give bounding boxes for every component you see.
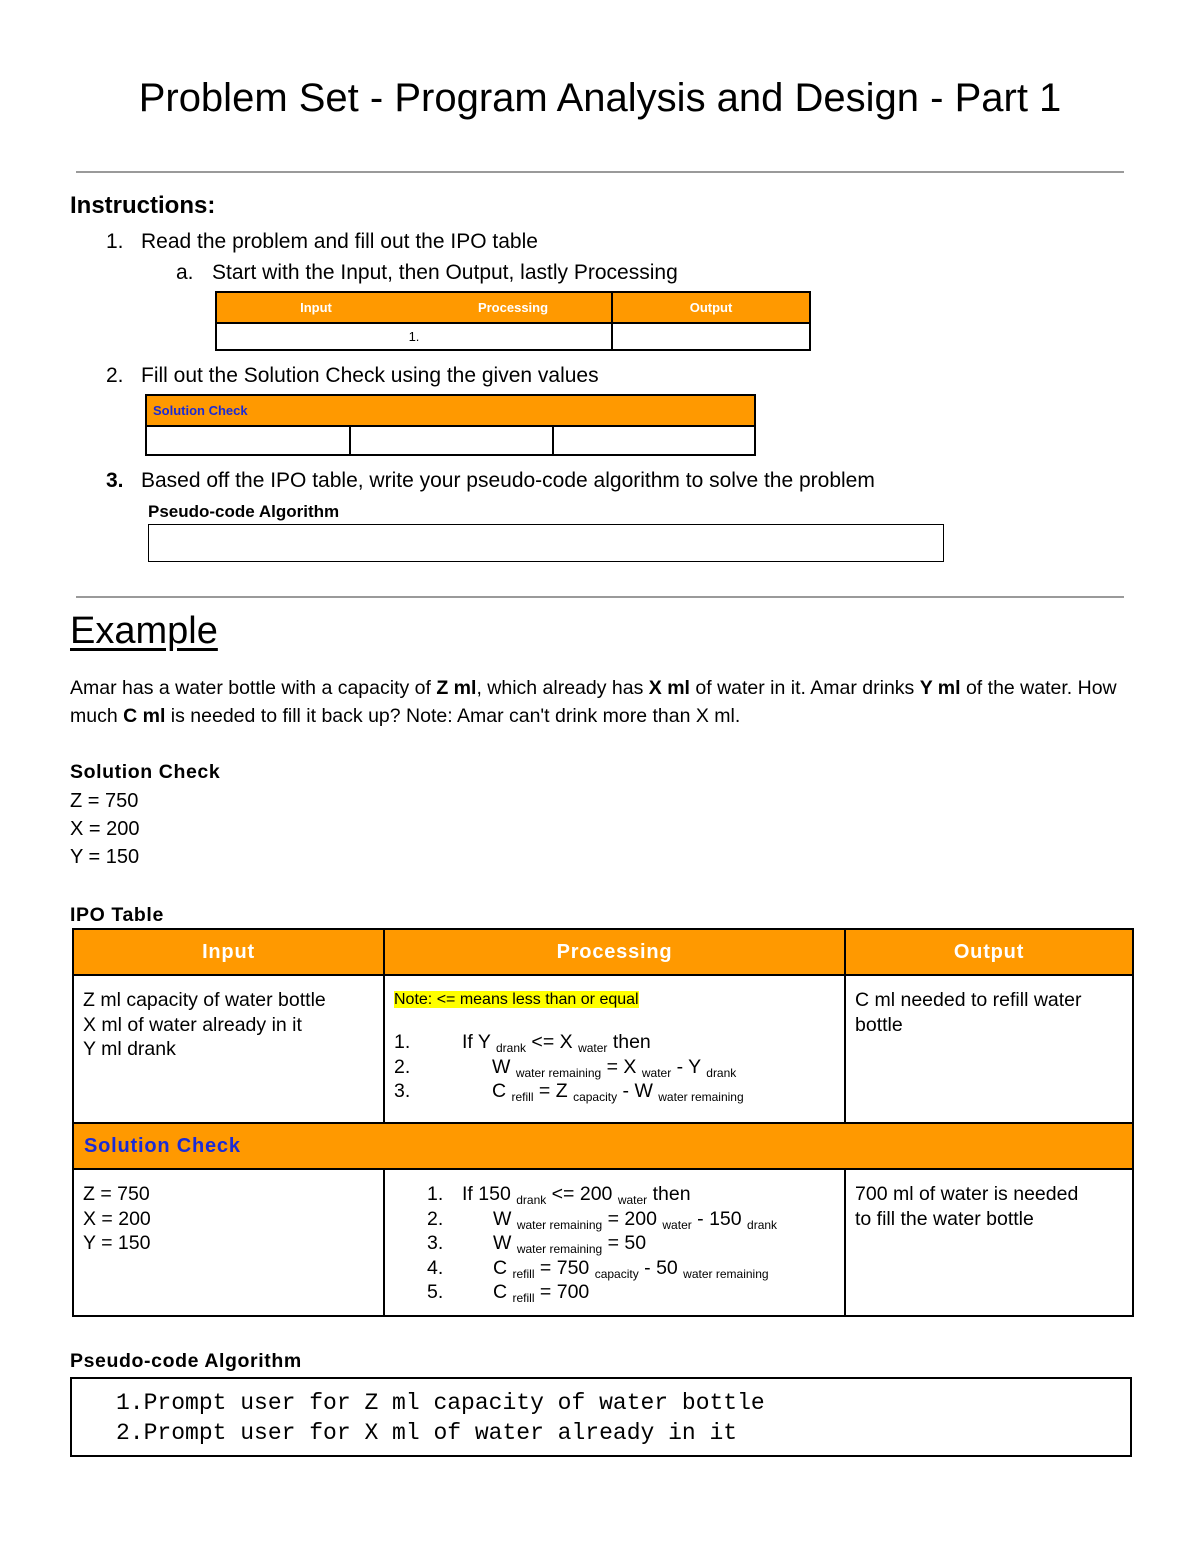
step-text: Start with the Input, then Output, lastly Processing — [212, 261, 678, 284]
sc-processing-step: 4. C $_{refill}$ = 750 $_{capacity}$ - 50 $_{water remaining}$ — [427, 1256, 769, 1281]
text: Amar has a water bottle with a capacity of — [70, 677, 437, 699]
solution-check-label: Solution Check — [73, 1123, 1133, 1169]
code-line-text: Prompt user for Z ml capacity of water bottle — [143, 1390, 765, 1416]
blank-ipo-row-number: 1. — [408, 329, 420, 344]
step-letter: a. — [176, 261, 194, 284]
step-number: 3. — [394, 1080, 411, 1102]
blank-ipo-processing-header: Processing — [477, 300, 549, 315]
ipo-table-heading: IPO Table — [70, 904, 164, 926]
code-line — [116, 1388, 1130, 1418]
solution-check-row — [73, 1123, 1133, 1169]
instructions-heading: Instructions: — [70, 192, 216, 219]
example-heading: Example — [70, 610, 218, 652]
column-divider — [349, 427, 351, 454]
processing-step: 2. W $_{water remaining}$ = X $_{water}$ - Y $_{drank}$ — [394, 1055, 737, 1080]
ipo-output-cell — [845, 975, 1133, 1123]
step-number: 1. — [427, 1183, 444, 1205]
step-number: 2. — [394, 1055, 411, 1078]
sc-processing-cell — [384, 1169, 845, 1316]
step-text: Fill out the Solution Check using the given values — [141, 364, 599, 387]
blank-pseudo-box — [148, 524, 944, 562]
step-number: 1. — [106, 230, 124, 253]
text: of the water. How much — [70, 677, 1117, 727]
var-c: C ml — [123, 705, 166, 727]
ipo-input-header: Input — [73, 929, 384, 975]
step-text: Read the problem and fill out the IPO table — [141, 230, 538, 253]
blank-ipo-table — [215, 291, 811, 351]
ipo-processing-cell — [384, 975, 845, 1123]
blank-ipo-input-header: Input — [300, 300, 332, 315]
step-number: 3. — [106, 469, 124, 492]
sc-output-cell — [845, 1169, 1133, 1316]
text: of water in it. Amar drinks — [689, 677, 920, 699]
processing-step: 3. C $_{refill}$ = Z $_{capacity}$ - W $_{water remaining}$ — [394, 1080, 744, 1104]
step-text: Based off the IPO table, write your pseudo-code algorithm to solve the problem — [141, 469, 875, 492]
processing-step: 1. If Y $_{drank}$ <= X $_{water}$ then — [394, 1031, 651, 1055]
input-line: Z ml capacity of water bottle — [83, 989, 326, 1011]
text: is needed to fill it back up? Note: Amar can't drink more than X ml. — [165, 705, 741, 727]
step-number: 3. — [427, 1232, 444, 1254]
code-line — [116, 1418, 1130, 1448]
output-line: C ml needed to refill water — [855, 989, 1082, 1011]
step-number: 5. — [427, 1281, 444, 1303]
output-line: bottle — [855, 1013, 903, 1036]
solution-check-body-row — [73, 1169, 1133, 1316]
step-number: 4. — [427, 1256, 444, 1279]
sc-output-line: 700 ml of water is needed — [855, 1183, 1079, 1205]
blank-pseudo-label: Pseudo-code Algorithm — [148, 502, 340, 521]
sc-input-line: X = 200 — [83, 1207, 151, 1230]
sc-processing-step: 5. C $_{refill}$ = 700 — [427, 1281, 590, 1305]
ipo-table — [72, 928, 1134, 1317]
step-number: 1. — [394, 1031, 411, 1053]
var-x: X ml — [648, 677, 690, 699]
sc-input-line: Y = 150 — [83, 1232, 151, 1254]
blank-solution-check-label: Solution Check — [153, 403, 248, 418]
solution-check-heading: Solution Check — [70, 761, 221, 783]
column-divider — [611, 293, 613, 349]
sc-processing-step: 1. If 150 $_{drank}$ <= 200 $_{water}$ then — [427, 1183, 691, 1207]
var-y: Y ml — [919, 677, 961, 699]
solution-check-value: Z = 750 — [70, 790, 139, 812]
sc-input-line: Z = 750 — [83, 1183, 150, 1205]
sc-processing-step: 3. W $_{water remaining}$ = 50 — [427, 1232, 647, 1256]
input-line: Y ml drank — [83, 1038, 176, 1060]
var-z: Z ml — [436, 677, 477, 699]
blank-ipo-output-header: Output — [689, 300, 733, 315]
divider — [76, 596, 1124, 598]
pseudo-code-heading: Pseudo-code Algorithm — [70, 1350, 302, 1372]
text: , which already has — [476, 677, 649, 699]
solution-check-value: X = 200 — [70, 818, 140, 840]
sc-processing-step: 2. W $_{water remaining}$ = 200 $_{water}$ - 150 $_{drank}$ — [427, 1207, 778, 1232]
code-line-text: Prompt user for X ml of water already in it — [143, 1420, 738, 1446]
divider — [76, 171, 1124, 173]
input-line: X ml of water already in it — [83, 1013, 302, 1036]
pseudo-code-box — [70, 1377, 1132, 1457]
code-line-number: 2. — [116, 1420, 144, 1446]
sc-input-cell — [73, 1169, 384, 1316]
note-highlight: Note: <= means less than or equal — [394, 991, 639, 1008]
step-number: 2. — [427, 1207, 444, 1230]
ipo-output-header: Output — [845, 929, 1133, 975]
ipo-input-cell — [73, 975, 384, 1123]
column-divider — [552, 427, 554, 454]
sc-output-line: to fill the water bottle — [855, 1207, 1034, 1230]
page-title: Problem Set - Program Analysis and Design - Part 1 — [138, 76, 1062, 120]
step-number: 2. — [106, 364, 124, 387]
problem-statement — [70, 674, 1140, 730]
solution-check-value: Y = 150 — [70, 846, 140, 868]
code-line-number: 1. — [116, 1390, 144, 1416]
ipo-header-row — [73, 929, 1133, 975]
ipo-processing-header: Processing — [384, 929, 845, 975]
ipo-body-row — [73, 975, 1133, 1123]
blank-solution-check-table — [145, 394, 756, 456]
